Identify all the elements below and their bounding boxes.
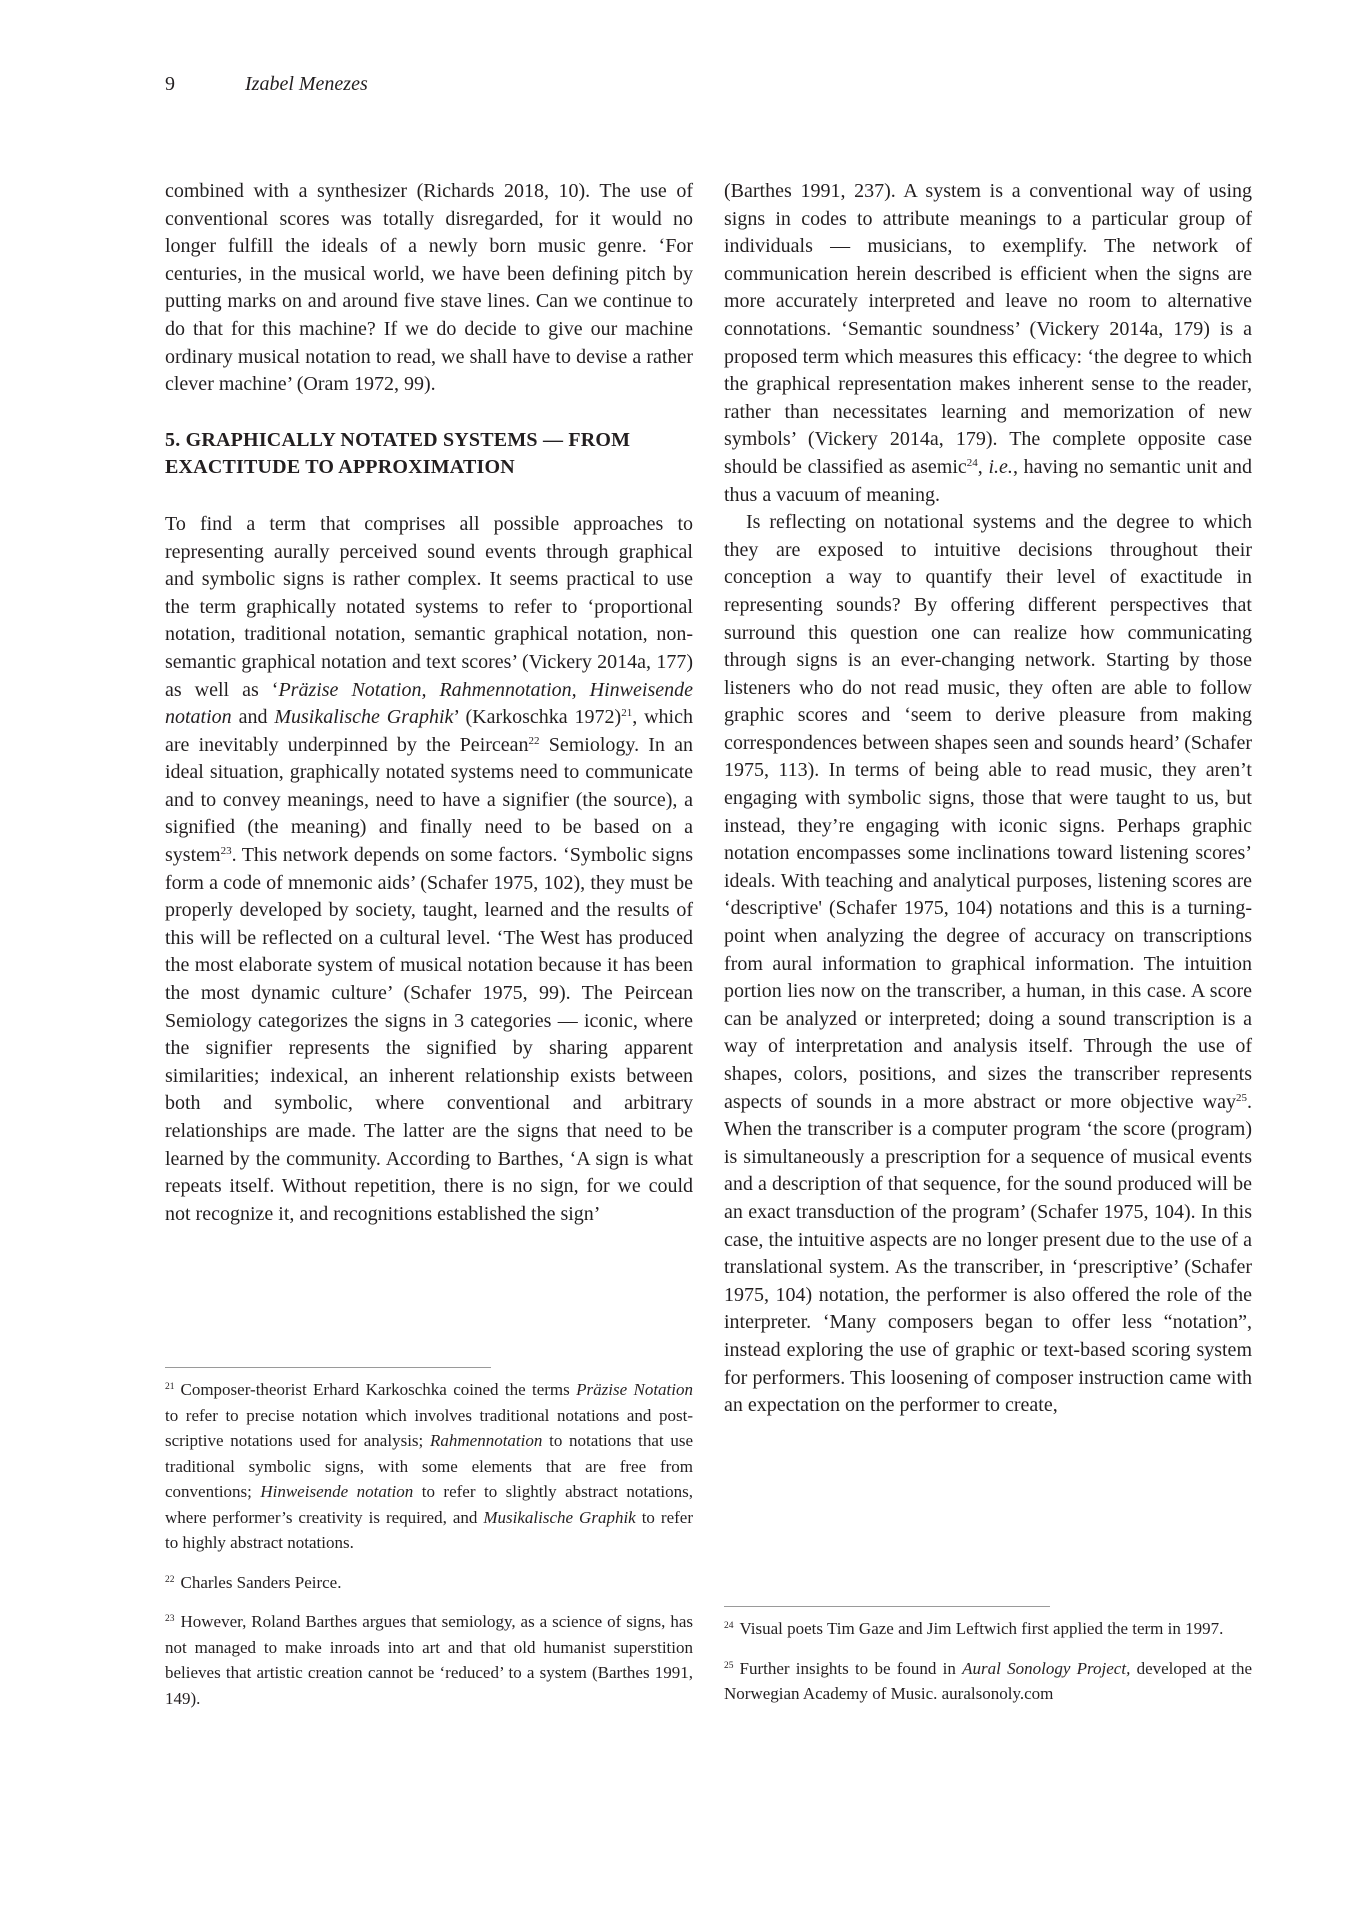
running-head [165, 70, 368, 98]
footnote-ref-25[interactable]: 25 [1236, 1091, 1247, 1104]
paragraph: combined with a synthesizer (Richards 2018, 10). The use of conventional scores was totally disregarded, for it would no longer fulfill the ideals of a newly born music genre. ‘For centuries, in the musical world, we have been defining pitch by putting marks on and around five stave lines. Can we continue to do that for this machine? If we do decide to give our machine ordinary musical notation to read, we shall have to devise a rather clever machine’ (Oram 1972, 99). [165, 180, 693, 396]
text-run: However, Roland Barthes argues that semiology, as a science of signs, has not managed to make inroads into art and that old humanist superstition believes that artistic creation cannot be ‘reduced’ to a system (Barthes 1991, 149). [165, 1612, 693, 1708]
text-run: to refer to precise notation which involves traditional notations and post-scriptive notations used for analysis; [165, 1405, 693, 1450]
text-run: and [231, 706, 275, 729]
text-run: . When the transcriber is a computer program ‘the score (program) is simultaneously a prescription for a sequence of musical events and a description of that sequence, for the sound produced will be an exact transduction of the program’ (Schafer 1975, 104). In this case, the intuitive aspects are no longer present due to the use of a translational system. As the transcriber, in ‘prescriptive’ (Schafer 1975, 104) notation, the performer is also offered the role of the interpreter. ‘Many composers began to offer less “notation”, instead exploring the use of graphic or text-based scoring system for performers. This loosening of composer instruction came with an expectation on the performer to create, [724, 1090, 1252, 1417]
footnote-number: 23 [165, 1614, 175, 1624]
section-heading-line: 5. GRAPHICALLY NOTATED SYSTEMS — FROM [165, 428, 631, 451]
italic-text: i.e. [988, 455, 1013, 478]
footnote-ref-22[interactable]: 22 [528, 734, 540, 747]
text-run: to refer to slightly abstract notations, where performer’s creativity is required, and [165, 1482, 694, 1527]
footnote-23 [165, 1609, 693, 1711]
left-column [165, 178, 693, 1228]
text-run: Further insights to be found in [739, 1658, 963, 1678]
italic-text: Präzise Notation [576, 1380, 693, 1399]
footnote-number: 22 [165, 1574, 175, 1585]
italic-text: Hinweisende notation [260, 1482, 414, 1501]
text-run: . This network depends on some factors. ‘Symbolic signs form a code of mnemonic aids’ (Schafer 1975, 102), they must be properly developed by society, taught, learned and the results of this will be reflected on a cultural level. ‘The West has produced the most elaborate system of musical notation because it has been the most dynamic culture’ (Schafer 1975, 99). The Peircean Semiology categorizes the signs in 3 categories — iconic, where the signifier represents the signified by sharing apparent similarities; indexical, an inherent relationship exists between both and symbolic, where conventional and arbitrary relationships are made. The latter are the signs that need to be learned by the community. According to Barthes, ‘A sign is what repeats itself. Without repetition, there is no sign, for we could not recognize it, and recognitions established the sign’ [165, 844, 693, 1225]
text-run: to notations that use traditional symbolic signs, with some elements that are free from conventions; [165, 1431, 693, 1501]
text-run: Charles Sanders Peirce. [180, 1572, 342, 1592]
text-run: , [977, 455, 989, 478]
footnote-ref-24[interactable]: 24 [966, 456, 978, 469]
text-run: To find a term that comprises all possible approaches to representing aurally perceived sound events through graphical and symbolic signs is rather complex. It seems practical to use the term graphically notated systems to refer to ‘proportional notation, traditional notation, semantic graphical notation, non-semantic graphical notation and text scores’ (Vickery 2014a, 177) as well as ‘ [165, 512, 693, 701]
paragraph [165, 511, 693, 1228]
footnotes-right [724, 1606, 1252, 1707]
footnote-24 [724, 1616, 1252, 1642]
footnote-21 [165, 1377, 693, 1556]
italic-text: Musikalische Graphik [483, 1507, 636, 1527]
text-run: developed at the Norwegian Academy of Music. auralsonoly.com [724, 1658, 1252, 1703]
italic-text: Rahmennotation [429, 1431, 543, 1450]
footnote-number: 21 [165, 1382, 175, 1392]
footnote-22 [165, 1570, 693, 1596]
text-run: Composer-theorist Erhard Karkoschka coined the terms [180, 1380, 577, 1399]
text-run: , which are inevitably underpinned by the Peircean [165, 706, 693, 756]
section-heading-line: EXACTITUDE TO APPROXIMATION [165, 456, 515, 479]
text-run: Semiology. In an ideal situation, graphically notated systems need to communicate and to convey meanings, need to have a signifier (the source), a signified (the meaning) and finally need to be based on a system [165, 733, 693, 867]
running-head-author: Izabel Menezes [245, 73, 368, 95]
footnote-number: 24 [724, 1621, 734, 1631]
text-run: ’ (Karkoschka 1972) [453, 706, 622, 729]
footnote-ref-21[interactable]: 21 [621, 707, 633, 720]
paragraph [724, 178, 1252, 509]
text-run: Visual poets Tim Gaze and Jim Leftwich first applied the term in 1997. [739, 1619, 1224, 1638]
page-number: 9 [165, 73, 175, 95]
text-run: (Barthes 1991, 237). A system is a conventional way of using signs in codes to attribute meanings to a particular group of individuals — musicians, to exemplify. The network of communication herein described is efficient when the signs are more accurately interpreted and leave no room to alternative connotations. ‘Semantic soundness’ (Vickery 2014a, 179) is a proposed term which measures this efficacy: ‘the degree to which the graphical representation makes inherent sense to the reader, rather than necessitates learning and memorization of new symbols’ (Vickery 2014a, 179). The complete opposite case should be classified as asemic [724, 180, 1252, 478]
footnote-25 [724, 1656, 1252, 1707]
footnote-number: 25 [724, 1660, 734, 1671]
section-heading [165, 427, 693, 482]
footnote-ref-23[interactable]: 23 [220, 845, 232, 858]
text-run: , having no semantic unit and thus a vacuum of meaning. [724, 455, 1252, 506]
italic-text: Musikalische Graphik [274, 706, 454, 729]
italic-text: Aural Sonology Project, [962, 1658, 1131, 1678]
italic-text: Präzise Notation, Rahmennotation, Hinweisende notation [165, 678, 693, 729]
text-run: Is reflecting on notational systems and the degree to which they are exposed to intuitive decisions throughout their conception a way to quantify their level of exactitude in representing sounds? By offering different perspectives that surround this question one can realize how communicating through signs is an ever-changing network. Starting by those listeners who do not read music, they often are able to follow graphic scores and ‘seem to derive pleasure from making correspondences between shapes seen and sounds heard’ (Schafer 1975, 113). In terms of being able to read music, they aren’t engaging with symbolic signs, those that were taught to us, but instead, they’re engaging with iconic signs. Perhaps graphic notation encompasses some inclinations toward listening scores’ ideals. With teaching and analytical purposes, listening scores are ‘descriptive' (Schafer 1975, 104) notations and this is a turning-point when analyzing the degree of accuracy on transcriptions from aural information to graphical information. The intuition portion lies now on the transcriber, a human, in this case. A score can be analyzed or interpreted; doing a sound transcription is a way of interpretation and analysis itself. Through the use of shapes, colors, positions, and sizes the transcriber represents aspects of sounds in a more abstract or more objective way [724, 511, 1252, 1113]
footnotes-left [165, 1367, 693, 1711]
right-column [724, 178, 1252, 1420]
text-run: to refer to highly abstract notations. [165, 1507, 693, 1552]
paragraph [724, 509, 1252, 1420]
